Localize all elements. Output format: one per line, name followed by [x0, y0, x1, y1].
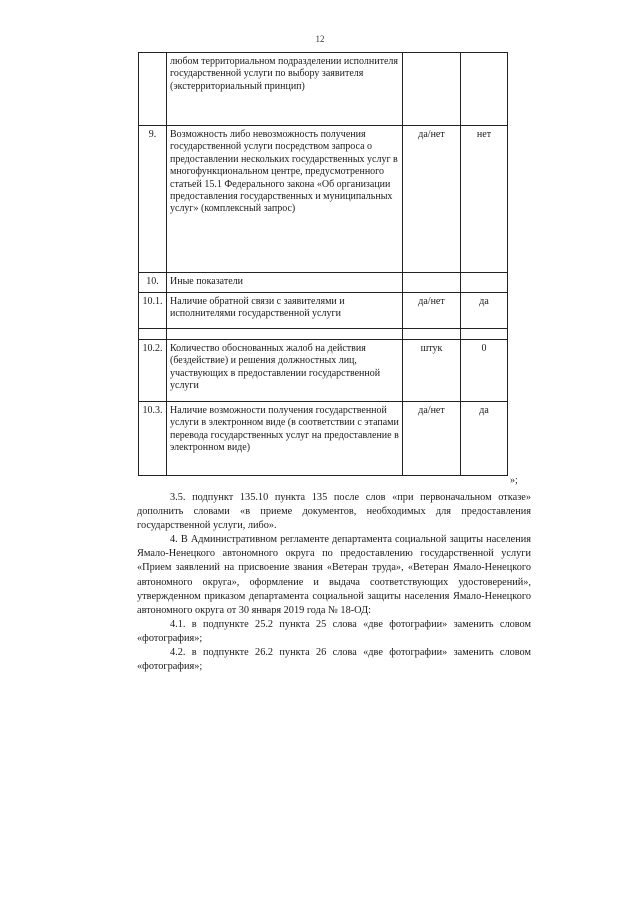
- indicator-text: Наличие обратной связи с заявителями и исполнителями государственной услуги: [167, 293, 403, 329]
- unit-cell: [403, 273, 461, 293]
- value-cell: нет: [461, 126, 508, 273]
- table-spacer: [139, 329, 508, 340]
- value-cell: да: [461, 402, 508, 476]
- unit-cell: да/нет: [403, 293, 461, 329]
- row-number: 9.: [139, 126, 167, 273]
- paragraph: 4.2. в подпункте 26.2 пункта 26 слова «две фотографии» заменить словом «фотография»;: [137, 647, 531, 673]
- indicator-text: Возможность либо невозможность получения государственной услуги посредством запроса о предоставлении нескольких государственных услуг в многофункциональном центре, предусмотренного статьей 15.1 Федерального закона «Об организации предоставления государственных и муниципальных услуг» (комплексный запрос): [167, 126, 403, 273]
- row-number: 10.2.: [139, 340, 167, 402]
- table-row: [139, 402, 508, 476]
- row-number: 10.: [139, 273, 167, 293]
- table-row: [139, 293, 508, 329]
- table-row: [139, 126, 508, 273]
- value-cell: да: [461, 293, 508, 329]
- row-number: 10.3.: [139, 402, 167, 476]
- indicator-text: Иные показатели: [167, 273, 403, 293]
- table-row: [139, 273, 508, 293]
- spacer-cell: [403, 329, 461, 340]
- indicator-text: Наличие возможности получения государственной услуги в электронном виде (в соответствии с этапами перевода государственных услуг на предоставление в электронном виде): [167, 402, 403, 476]
- indicator-text: любом территориальном подразделении исполнителя государственной услуги по выбору заявителя (экстерриториальный принцип): [167, 53, 403, 126]
- value-cell: 0: [461, 340, 508, 402]
- value-cell: [461, 273, 508, 293]
- row-number: 10.1.: [139, 293, 167, 329]
- row-number: [139, 53, 167, 126]
- paragraph: 3.5. подпункт 135.10 пункта 135 после слов «при первоначальном отказе» дополнить словами «в приеме документов, необходимых для предоставления государственной услуги, либо».: [137, 492, 531, 532]
- amendment-text: [137, 491, 531, 674]
- unit-cell: да/нет: [403, 402, 461, 476]
- table-row: [139, 340, 508, 402]
- unit-cell: [403, 53, 461, 126]
- page-number: 12: [315, 34, 325, 44]
- paragraph: 4. В Административном регламенте департамента социальной защиты населения Ямало-Ненецкого автономного округа по предоставлению государственной услуги «Прием заявлений на присвоение звания «Ветеран труда», «Ветеран Ямало-Ненецкого автономного округа», оформление и выдача соответствующих удостоверений», утвержденном приказом департамента социальной защиты населения Ямало-Ненецкого автономного округа от 30 января 2019 года № 18-ОД:: [137, 534, 531, 616]
- indicator-text: Количество обоснованных жалоб на действия (бездействие) и решения должностных лиц, участвующих в предоставлении государственной услуги: [167, 340, 403, 402]
- table-row: [139, 53, 508, 126]
- unit-cell: да/нет: [403, 126, 461, 273]
- paragraph: 4.1. в подпункте 25.2 пункта 25 слова «две фотографии» заменить словом «фотография»;: [137, 618, 531, 644]
- spacer-cell: [139, 329, 167, 340]
- closing-quote-mark: »;: [510, 475, 518, 486]
- spacer-cell: [167, 329, 403, 340]
- value-cell: [461, 53, 508, 126]
- unit-cell: штук: [403, 340, 461, 402]
- indicators-table: [138, 52, 508, 476]
- spacer-cell: [461, 329, 508, 340]
